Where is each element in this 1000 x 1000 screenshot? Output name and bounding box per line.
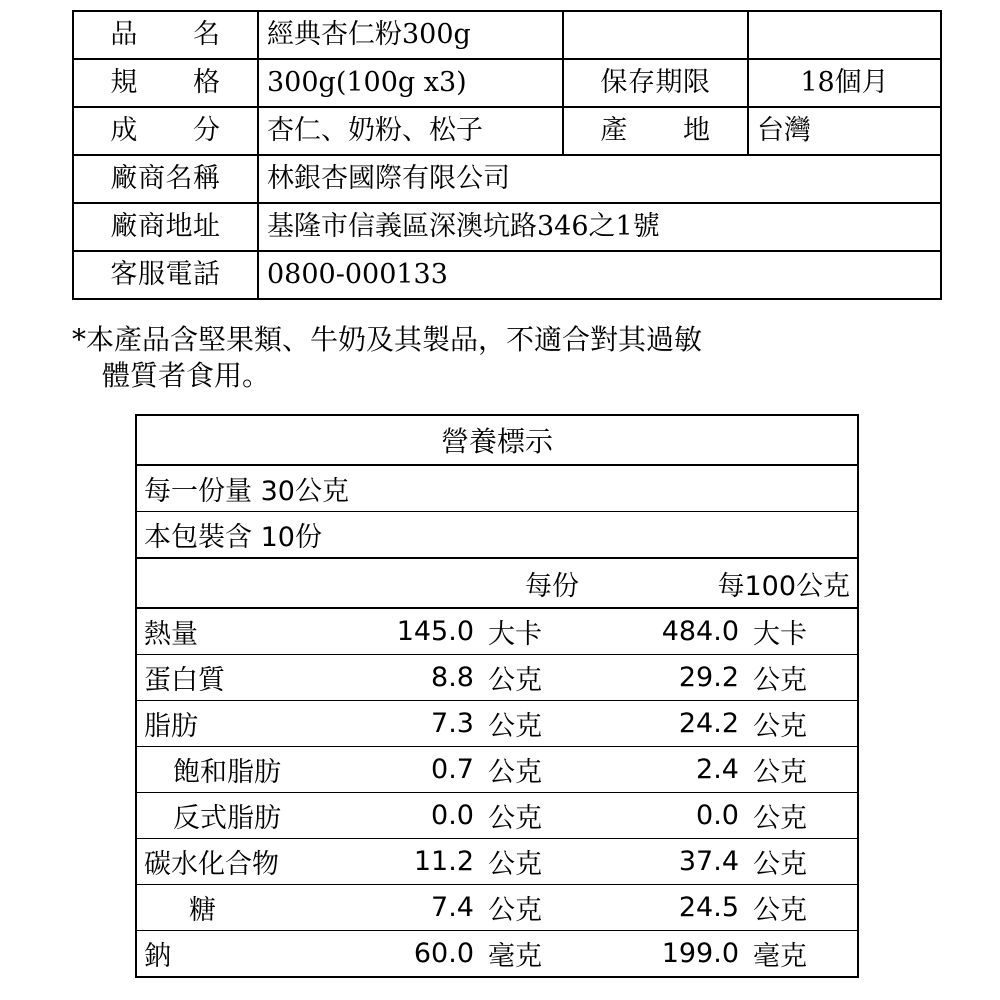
nutrient-per-serving: 60.0 — [361, 931, 481, 978]
nutrient-name: 熱量 — [136, 608, 361, 655]
table-row — [73, 11, 941, 59]
spec-value: 300g(100g x3) — [258, 59, 563, 107]
per-100g-column-header: 每100公克 — [586, 558, 858, 608]
nutrient-per-100g: 29.2 — [586, 655, 746, 701]
nutrient-per-serving: 145.0 — [361, 608, 481, 655]
nutrient-per-serving-unit: 毫克 — [481, 931, 586, 978]
table-row — [73, 251, 941, 299]
service-phone-label: 客服電話 — [73, 251, 258, 299]
nutrient-per-100g: 24.5 — [586, 885, 746, 931]
origin-label: 產 地 — [563, 107, 748, 155]
nutrient-per-serving: 7.3 — [361, 701, 481, 747]
nutrient-per-100g-unit: 公克 — [746, 885, 858, 931]
product-name-value: 經典杏仁粉300g — [258, 11, 563, 59]
nutrient-per-serving-unit: 公克 — [481, 839, 586, 885]
per-serving-column-header: 每份 — [361, 558, 586, 608]
nutrient-per-100g-unit: 公克 — [746, 793, 858, 839]
nutrient-name: 飽和脂肪 — [136, 747, 361, 793]
manufacturer-name-label: 廠商名稱 — [73, 155, 258, 203]
nutrient-per-100g-unit: 公克 — [746, 701, 858, 747]
nutrient-per-serving: 0.7 — [361, 747, 481, 793]
nutrient-per-serving-unit: 公克 — [481, 885, 586, 931]
nutrition-title-row — [136, 415, 858, 465]
nutrient-per-100g: 0.0 — [586, 793, 746, 839]
nutrient-per-serving-unit: 公克 — [481, 701, 586, 747]
serving-size: 每一份量 30公克 — [136, 465, 858, 512]
nutrient-per-100g-unit: 公克 — [746, 839, 858, 885]
nutrient-name: 脂肪 — [136, 701, 361, 747]
nutrition-facts-table — [135, 414, 859, 978]
origin-value: 台灣 — [748, 107, 941, 155]
table-row — [136, 608, 858, 655]
nutrient-name: 反式脂肪 — [136, 793, 361, 839]
nutrient-per-100g: 2.4 — [586, 747, 746, 793]
nutrient-per-100g: 199.0 — [586, 931, 746, 978]
shelf-life-label: 保存期限 — [563, 59, 748, 107]
empty-cell-a — [563, 11, 748, 59]
nutrient-name: 鈉 — [136, 931, 361, 978]
table-row — [136, 701, 858, 747]
nutrient-name: 蛋白質 — [136, 655, 361, 701]
table-row — [136, 747, 858, 793]
table-row — [136, 931, 858, 978]
nutrient-per-100g: 24.2 — [586, 701, 746, 747]
table-row — [136, 793, 858, 839]
nutrient-per-serving: 0.0 — [361, 793, 481, 839]
empty-cell-b — [748, 11, 941, 59]
allergen-note-line-1: *本產品含堅果類、牛奶及其製品，不適合對其過敏 — [72, 323, 703, 356]
serving-size-row — [136, 465, 858, 512]
nutrient-per-100g-unit: 公克 — [746, 655, 858, 701]
nutrient-per-100g-unit: 公克 — [746, 747, 858, 793]
service-phone-value: 0800-000133 — [258, 251, 941, 299]
product-info-table — [72, 10, 942, 300]
nutrient-name: 糖 — [136, 885, 361, 931]
nutrient-per-serving: 11.2 — [361, 839, 481, 885]
table-row — [73, 107, 941, 155]
nutrient-per-100g: 37.4 — [586, 839, 746, 885]
shelf-life-value: 18個月 — [748, 59, 941, 107]
ingredients-value: 杏仁、奶粉、松子 — [258, 107, 563, 155]
allergen-note — [72, 322, 952, 394]
table-row — [136, 885, 858, 931]
nutrient-per-100g-unit: 大卡 — [746, 608, 858, 655]
nutrient-per-serving: 8.8 — [361, 655, 481, 701]
nutrient-per-serving-unit: 公克 — [481, 747, 586, 793]
nutrient-per-100g: 484.0 — [586, 608, 746, 655]
table-row — [73, 203, 941, 251]
servings-per-pack: 本包裝含 10份 — [136, 512, 858, 559]
nutrient-name: 碳水化合物 — [136, 839, 361, 885]
nutrition-header-row — [136, 558, 858, 608]
nutrient-per-serving-unit: 公克 — [481, 655, 586, 701]
servings-per-pack-row — [136, 512, 858, 559]
manufacturer-address-value: 基隆市信義區深澳坑路346之1號 — [258, 203, 941, 251]
ingredients-label: 成 分 — [73, 107, 258, 155]
nutrient-per-100g-unit: 毫克 — [746, 931, 858, 978]
table-row — [73, 155, 941, 203]
table-row — [136, 839, 858, 885]
nutrient-per-serving-unit: 大卡 — [481, 608, 586, 655]
table-row — [73, 59, 941, 107]
table-row — [136, 655, 858, 701]
product-name-label: 品 名 — [73, 11, 258, 59]
manufacturer-address-label: 廠商地址 — [73, 203, 258, 251]
nutrient-per-serving: 7.4 — [361, 885, 481, 931]
allergen-note-line-2: 體質者食用。 — [102, 358, 271, 392]
nutrient-per-serving-unit: 公克 — [481, 793, 586, 839]
nutrition-title: 營養標示 — [136, 415, 858, 465]
nutrient-column-header — [136, 558, 361, 608]
spec-label: 規 格 — [73, 59, 258, 107]
manufacturer-name-value: 林銀杏國際有限公司 — [258, 155, 941, 203]
